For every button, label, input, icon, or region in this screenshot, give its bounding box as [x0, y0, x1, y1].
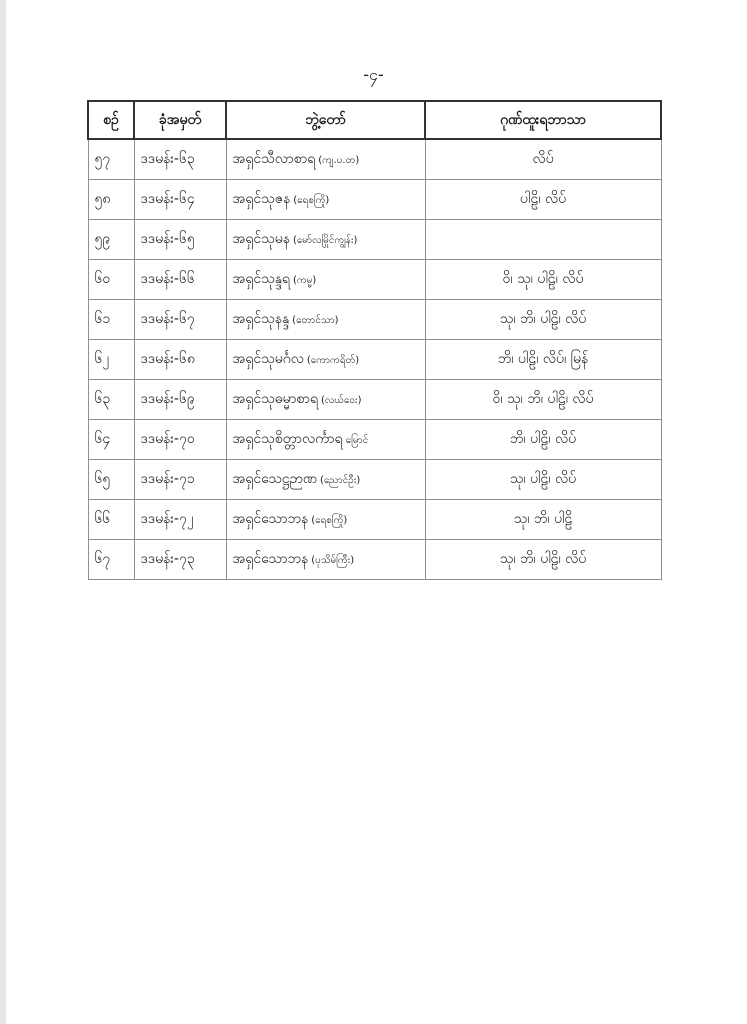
seat-no-cell: ဒဒမန်း-၇၃ — [134, 540, 226, 580]
header-seat-no: ခုံအမှတ် — [134, 101, 226, 139]
monastery-note: (ပုသိမ်ကြီး) — [311, 555, 355, 566]
distinction-subjects-cell: ပါဠိ၊ လိပ် — [425, 180, 661, 220]
monk-title-cell — [226, 380, 425, 420]
page-number: -၄- — [363, 65, 384, 84]
monk-title-cell — [226, 180, 425, 220]
seat-no-cell: ဒဒမန်း-၆၉ — [134, 380, 226, 420]
monastery-note: (ရေစကြို) — [311, 515, 348, 526]
seat-no-cell: ဒဒမန်း-၆၅ — [134, 220, 226, 260]
table-row — [88, 380, 661, 420]
monk-title-cell — [226, 540, 425, 580]
monk-name: အရှင်သုနန္ဒ — [232, 311, 290, 327]
table-row — [88, 220, 661, 260]
monk-title-cell — [226, 460, 425, 500]
table-row — [88, 540, 661, 580]
page-edge-shadow — [0, 0, 6, 1024]
table-row — [88, 340, 661, 380]
monk-name: အရှင်သီလာစာရ — [232, 151, 316, 167]
results-table — [87, 100, 662, 580]
monk-title-cell — [226, 340, 425, 380]
monastery-note: (လယ်ဝေး) — [321, 395, 362, 406]
distinction-subjects-cell — [425, 220, 661, 260]
serial-no-cell: ၅၇ — [88, 139, 134, 180]
monastery-note: (ရေစကြို) — [293, 195, 330, 206]
monk-name: အရှင်သုဇန — [232, 191, 291, 207]
monastery-note: (ကျ.ပ.တ) — [318, 155, 360, 166]
serial-no-cell: ၆၇ — [88, 540, 134, 580]
seat-no-cell: ဒဒမန်း-၇၁ — [134, 460, 226, 500]
header-distinction-subjects: ဂုဏ်ထူးရဘာသာ — [425, 101, 661, 139]
seat-no-cell: ဒဒမန်း-၆၃ — [134, 139, 226, 180]
header-serial-no: စဉ် — [88, 101, 134, 139]
header-monk-title: ဘွဲ့တော် — [226, 101, 425, 139]
monastery-note: (ကမ္မ) — [292, 275, 317, 286]
table-row — [88, 460, 661, 500]
seat-no-cell: ဒဒမန်း-၇၂ — [134, 500, 226, 540]
monk-name: အရှင်သုန္ဒရ — [232, 271, 290, 287]
seat-no-cell: ဒဒမန်း-၆၈ — [134, 340, 226, 380]
seat-no-cell: ဒဒမန်း-၆၇ — [134, 300, 226, 340]
monk-title-cell — [226, 220, 425, 260]
serial-no-cell: ၆၂ — [88, 340, 134, 380]
table-header-row — [88, 101, 661, 139]
monastery-note: (တောင်သာ) — [292, 315, 339, 326]
monastery-note: မြောင် — [345, 435, 369, 446]
monk-name: အရှင်သုဓမ္မာစာရ — [232, 391, 318, 407]
monastery-note: (ညောင်ဦး) — [320, 475, 361, 486]
table-row — [88, 260, 661, 300]
table-row — [88, 420, 661, 460]
monk-name: အရှင်သုစိတ္တာလင်္ကာရ — [232, 431, 343, 447]
serial-no-cell: ၅၉ — [88, 220, 134, 260]
table-row — [88, 500, 661, 540]
serial-no-cell: ၆၅ — [88, 460, 134, 500]
monk-name: အရှင်သေဋ္ဌဉာဏ — [232, 471, 317, 487]
distinction-subjects-cell: သု၊ ဘိ၊ ပါဠိ — [425, 500, 661, 540]
monk-name: အရှင်သုမင်္ဂလ — [232, 351, 304, 367]
monastery-note: (ကောကရိတ်) — [306, 355, 360, 366]
serial-no-cell: ၆၀ — [88, 260, 134, 300]
distinction-subjects-cell: ဝိ၊ သု၊ ဘိ၊ ပါဠိ၊ လိပ် — [425, 380, 661, 420]
monk-title-cell — [226, 139, 425, 180]
distinction-subjects-cell: ဘိ၊ ပါဠိ၊ လိပ် — [425, 420, 661, 460]
monk-name: အရှင်သောဘန — [232, 511, 309, 527]
monk-name: အရှင်သောဘန — [232, 551, 309, 567]
serial-no-cell: ၆၄ — [88, 420, 134, 460]
monastery-note: (မော်လမြိုင်ကျွန်း) — [292, 235, 358, 246]
distinction-subjects-cell: ဝိ၊ သု၊ ပါဠိ၊ လိပ် — [425, 260, 661, 300]
distinction-subjects-cell: သု၊ ပါဠိ၊ လိပ် — [425, 460, 661, 500]
monk-title-cell — [226, 500, 425, 540]
serial-no-cell: ၆၁ — [88, 300, 134, 340]
distinction-subjects-cell: လိပ် — [425, 139, 661, 180]
monk-title-cell — [226, 300, 425, 340]
monk-title-cell — [226, 420, 425, 460]
distinction-subjects-cell: သု၊ ဘိ၊ ပါဠိ၊ လိပ် — [425, 300, 661, 340]
distinction-subjects-cell: ဘိ၊ ပါဠိ၊ လိပ်၊ မြန် — [425, 340, 661, 380]
monk-name: အရှင်သုမန — [232, 231, 290, 247]
table-row — [88, 300, 661, 340]
serial-no-cell: ၆၆ — [88, 500, 134, 540]
seat-no-cell: ဒဒမန်း-၆၆ — [134, 260, 226, 300]
table-row — [88, 180, 661, 220]
serial-no-cell: ၅၈ — [88, 180, 134, 220]
seat-no-cell: ဒဒမန်း-၆၄ — [134, 180, 226, 220]
table-row — [88, 139, 661, 180]
serial-no-cell: ၆၃ — [88, 380, 134, 420]
monk-title-cell — [226, 260, 425, 300]
seat-no-cell: ဒဒမန်း-၇၀ — [134, 420, 226, 460]
distinction-subjects-cell: သု၊ ဘိ၊ ပါဠိ၊ လိပ် — [425, 540, 661, 580]
